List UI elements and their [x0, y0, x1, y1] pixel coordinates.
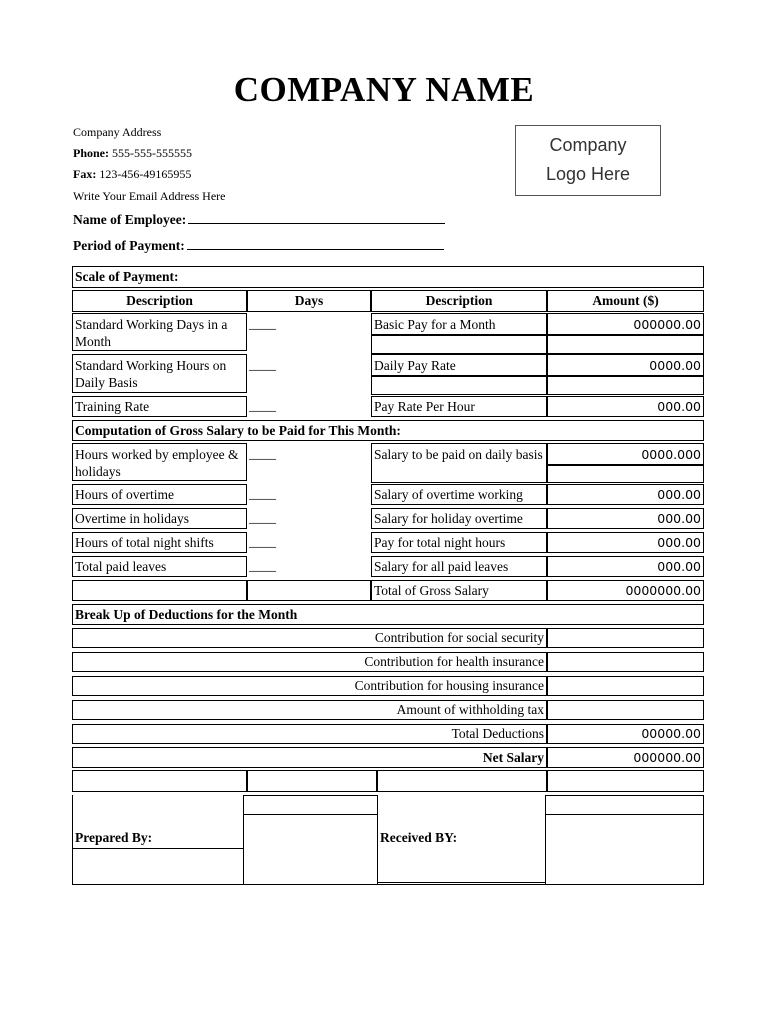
fax-label: Fax:	[73, 167, 97, 181]
gross-section-title: Computation of Gross Salary to be Paid for This Month:	[72, 420, 704, 441]
employee-name-label: Name of Employee:	[73, 212, 187, 227]
deduction-row-1-amount[interactable]	[547, 628, 704, 648]
scale-row-1-description-2: Basic Pay for a Month	[371, 313, 547, 335]
gross-row-1-description: Hours worked by employee & holidays	[72, 443, 247, 481]
blank-row-cell-4	[547, 770, 704, 792]
header-amount: Amount ($)	[547, 290, 704, 312]
gross-row-3-description-2: Salary for holiday overtime	[371, 508, 547, 529]
header-description-1: Description	[72, 290, 247, 312]
company-logo-placeholder	[515, 125, 661, 196]
signature-top-line-2	[243, 814, 377, 815]
payment-period-field	[73, 237, 444, 254]
gross-row-2-days[interactable]: ____	[249, 486, 276, 501]
scale-row-3-amount[interactable]: 000.00	[547, 396, 704, 417]
gross-total-blank-2	[247, 580, 371, 601]
total-deductions-label: Total Deductions	[72, 724, 547, 744]
scale-row-1-description: Standard Working Days in a Month	[72, 313, 247, 351]
gross-row-5-description: Total paid leaves	[72, 556, 247, 577]
scale-row-2-days[interactable]: ____	[249, 357, 276, 372]
employee-name-line[interactable]	[188, 211, 445, 224]
deduction-row-3-amount[interactable]	[547, 676, 704, 696]
signature-divider-3	[545, 795, 546, 885]
scale-row-2-description-2: Daily Pay Rate	[371, 354, 547, 376]
scale-row-3-days[interactable]: ____	[249, 398, 276, 413]
company-phone	[73, 146, 192, 161]
scale-row-1-spacer	[371, 335, 547, 354]
phone-value: 555-555-555555	[112, 146, 192, 160]
logo-line-2: Logo Here	[545, 164, 631, 184]
gross-total-blank-1	[72, 580, 247, 601]
net-salary-amount[interactable]: 000000.00	[547, 747, 704, 768]
gross-row-3-description: Overtime in holidays	[72, 508, 247, 529]
prepared-by-signature-line[interactable]	[72, 848, 243, 849]
company-name: COMPANY NAME	[233, 70, 535, 109]
deduction-row-4-label: Amount of withholding tax	[72, 700, 547, 720]
gross-row-2-description: Hours of overtime	[72, 484, 247, 505]
gross-row-4-description-2: Pay for total night hours	[371, 532, 547, 553]
scale-section-title: Scale of Payment:	[72, 266, 704, 288]
gross-row-5-amount[interactable]: 000.00	[547, 556, 704, 577]
scale-row-3-description: Training Rate	[72, 396, 247, 417]
received-by-signature-line[interactable]	[377, 882, 545, 883]
company-email: Write Your Email Address Here	[73, 189, 226, 203]
scale-row-1-amount[interactable]: 000000.00	[547, 313, 704, 335]
phone-label: Phone:	[73, 146, 109, 160]
gross-row-3-amount[interactable]: 000.00	[547, 508, 704, 529]
deduction-row-4-amount[interactable]	[547, 700, 704, 720]
gross-row-4-description: Hours of total night shifts	[72, 532, 247, 553]
header-days: Days	[247, 290, 371, 312]
scale-row-2-spacer-amount	[547, 376, 704, 395]
gross-row-1-amount[interactable]: 0000.000	[547, 443, 704, 465]
blank-row-cell-2	[247, 770, 377, 792]
company-address: Company Address	[73, 125, 162, 139]
employee-name-field	[73, 211, 445, 228]
gross-row-5-days[interactable]: ____	[249, 558, 276, 573]
prepared-by-label: Prepared By:	[75, 830, 153, 845]
deduction-row-2-label: Contribution for health insurance	[72, 652, 547, 672]
blank-row-cell-3	[377, 770, 547, 792]
signature-divider-1	[243, 795, 244, 885]
signature-top-line-1	[243, 795, 377, 796]
gross-row-1-spacer-amount	[547, 465, 704, 483]
scale-row-3-description-2: Pay Rate Per Hour	[371, 396, 547, 417]
gross-row-1-days[interactable]: ____	[249, 446, 276, 461]
header-description-2: Description	[371, 290, 547, 312]
gross-row-3-days[interactable]: ____	[249, 510, 276, 525]
gross-total-amount[interactable]: 0000000.00	[547, 580, 704, 601]
blank-row-cell-1	[72, 770, 247, 792]
deduction-row-1-label: Contribution for social security	[72, 628, 547, 648]
fax-value: 123-456-49165955	[99, 167, 192, 181]
scale-row-1-days[interactable]: ____	[249, 316, 276, 331]
gross-row-2-amount[interactable]: 000.00	[547, 484, 704, 505]
total-deductions-amount[interactable]: 00000.00	[547, 724, 704, 744]
signature-top-line-3	[545, 795, 704, 796]
deduction-row-3-label: Contribution for housing insurance	[72, 676, 547, 696]
logo-line-1: Company	[549, 135, 627, 155]
scale-row-2-description: Standard Working Hours on Daily Basis	[72, 354, 247, 393]
gross-row-5-description-2: Salary for all paid leaves	[371, 556, 547, 577]
deductions-section-title: Break Up of Deductions for the Month	[72, 604, 704, 625]
scale-row-1-spacer-amount	[547, 335, 704, 354]
deduction-row-2-amount[interactable]	[547, 652, 704, 672]
signature-top-line-4	[545, 814, 704, 815]
net-salary-label: Net Salary	[72, 747, 547, 768]
gross-row-4-days[interactable]: ____	[249, 534, 276, 549]
gross-row-2-description-2: Salary of overtime working	[371, 484, 547, 505]
received-by-label: Received BY:	[380, 830, 458, 845]
scale-row-2-amount[interactable]: 0000.00	[547, 354, 704, 376]
gross-row-1-description-2: Salary to be paid on daily basis	[371, 443, 547, 483]
company-fax	[73, 167, 191, 182]
payment-period-line[interactable]	[187, 237, 444, 250]
payment-period-label: Period of Payment:	[73, 238, 185, 253]
scale-row-2-spacer	[371, 376, 547, 395]
gross-total-label: Total of Gross Salary	[371, 580, 547, 601]
gross-row-4-amount[interactable]: 000.00	[547, 532, 704, 553]
